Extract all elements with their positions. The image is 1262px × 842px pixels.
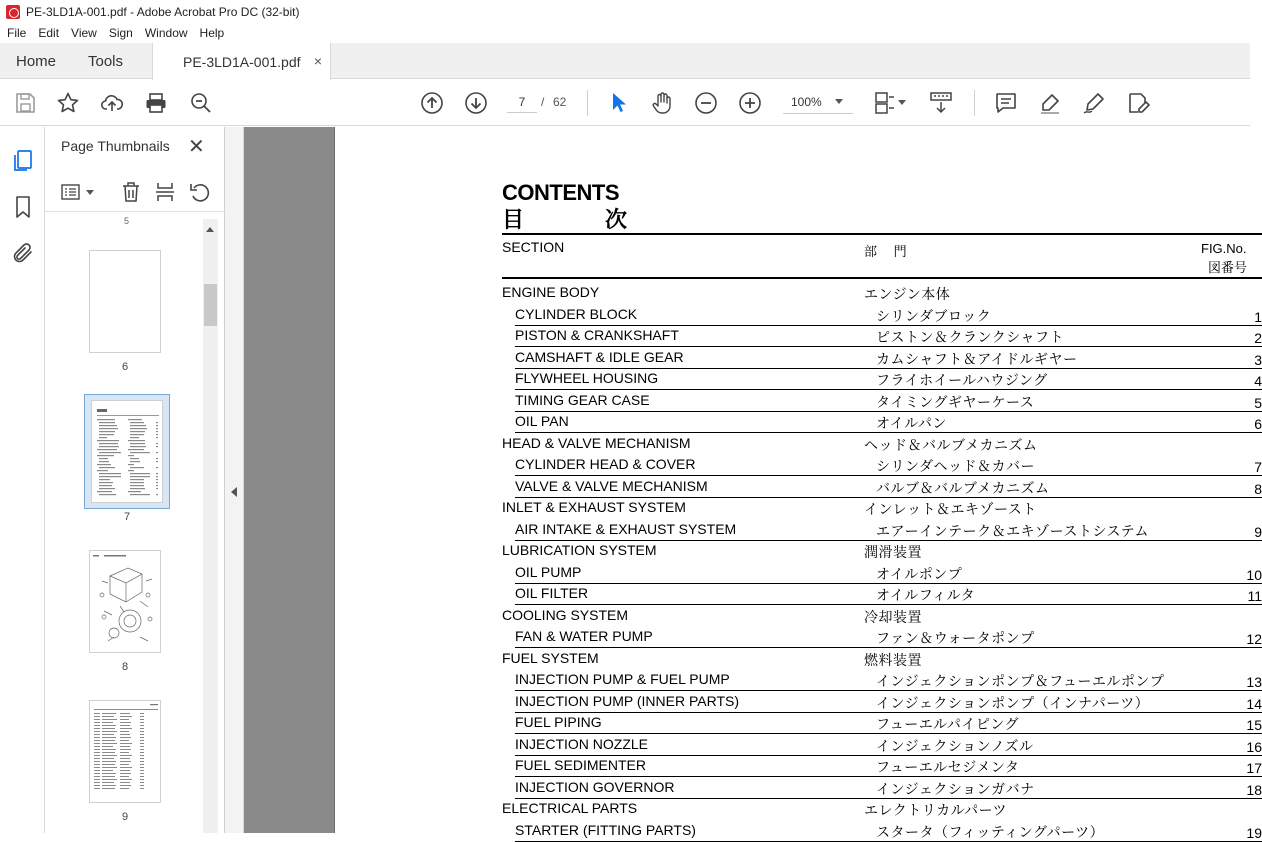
thumbnail-page-8[interactable] — [89, 550, 161, 653]
title-bar — [0, 0, 1250, 24]
toc-japanese-title: インジェクションポンプ＆フューエルポンプ — [876, 673, 1165, 689]
toc-fig-number-cell — [1232, 777, 1262, 799]
toc-fig-number: 7 — [1254, 459, 1262, 475]
tabs-bar — [0, 43, 1250, 79]
toc-japanese-title: インレット＆エキゾースト — [864, 501, 1037, 517]
toc-japanese-title: エレクトリカルパーツ — [864, 802, 1008, 818]
toc-fig-number-cell — [1232, 476, 1262, 498]
toc-japanese-title: インジェクションガバナ — [876, 780, 1035, 797]
page-total: 62 — [553, 95, 567, 109]
menu-bar — [0, 24, 1250, 42]
previous-page-icon[interactable] — [420, 91, 444, 115]
toc-english-title: CAMSHAFT & IDLE GEAR — [515, 348, 684, 365]
header-bottom-rule — [502, 277, 1262, 279]
toc-fig-number-cell — [1232, 368, 1262, 390]
toc-english-title: TIMING GEAR CASE — [515, 391, 650, 408]
toc-section-row[interactable] — [335, 540, 1251, 562]
toc-english-title: LUBRICATION SYSTEM — [502, 542, 657, 558]
toc-fig-number: 6 — [1254, 416, 1262, 432]
toc-english-title: INLET & EXHAUST SYSTEM — [502, 499, 686, 515]
toc-fig-number: 13 — [1246, 674, 1262, 690]
toc-english-title: INJECTION PUMP & FUEL PUMP — [515, 671, 730, 687]
thumbnail-label: 6 — [121, 361, 129, 373]
toc-item-row[interactable] — [335, 347, 1262, 369]
toc-japanese-title: 冷却装置 — [864, 608, 922, 625]
thumbnail-page-7[interactable] — [91, 400, 163, 503]
toc-japanese-title: フューエルセジメンタ — [876, 759, 1020, 775]
column-header-bumon: 部 門 — [864, 244, 907, 259]
toc-item-row[interactable] — [335, 712, 1262, 734]
scrollbar-thumb[interactable] — [204, 284, 217, 326]
tab-close-icon[interactable]: × — [313, 53, 322, 69]
toc-english-title: VALVE & VALVE MECHANISM — [515, 477, 708, 494]
thumbnail-label: 8 — [121, 661, 129, 673]
toc-item-row[interactable] — [335, 368, 1262, 390]
tab-document[interactable] — [152, 43, 331, 80]
toc-fig-number: 15 — [1246, 717, 1262, 733]
thumbnail-page-label-partial: 5 — [124, 216, 130, 226]
toc-item-row[interactable] — [335, 325, 1262, 347]
hand-tool-icon[interactable] — [650, 91, 674, 115]
toc-japanese-title: タイミングギヤーケース — [876, 393, 1035, 410]
toc-section-row[interactable] — [335, 648, 1251, 670]
zoom-value: 100% — [791, 95, 822, 109]
toolbar-divider — [587, 90, 588, 116]
print-icon[interactable] — [144, 91, 168, 115]
column-header-section: SECTION — [502, 239, 565, 255]
zoom-underline — [783, 113, 853, 114]
zoom-dropdown[interactable] — [783, 91, 853, 113]
toc-fig-number-cell — [1232, 390, 1262, 412]
toc-section-row[interactable] — [335, 282, 1251, 304]
toc-section-row[interactable] — [335, 798, 1251, 820]
toc-fig-number-cell — [1232, 519, 1262, 541]
tab-tools[interactable]: Tools — [88, 52, 124, 70]
toc-fig-number: 9 — [1254, 523, 1262, 540]
toc-japanese-title: フューエルパイピング — [876, 716, 1020, 732]
toc-japanese-title: オイルパン — [876, 415, 947, 431]
toc-english-title: ELECTRICAL PARTS — [502, 800, 638, 816]
menu-file[interactable]: File — [7, 26, 27, 40]
toc-fig-number: 17 — [1246, 760, 1262, 776]
toc-section-row[interactable] — [335, 605, 1251, 627]
toc-japanese-title: ファン＆ウォータポンプ — [876, 630, 1035, 646]
toc-fig-number: 10 — [1246, 566, 1262, 583]
thumbnail-page-9[interactable] — [89, 700, 161, 803]
toc-fig-number: 4 — [1254, 373, 1262, 389]
header-top-rule — [502, 233, 1262, 235]
save-icon[interactable] — [13, 91, 37, 115]
star-icon[interactable] — [56, 91, 80, 115]
thumbnails-toolbar — [45, 172, 225, 212]
close-icon[interactable]: ✕ — [188, 136, 205, 158]
chevron-down-icon[interactable] — [898, 100, 906, 106]
trash-icon[interactable] — [121, 181, 141, 203]
next-page-icon[interactable] — [464, 91, 488, 115]
chevron-down-icon[interactable] — [86, 190, 94, 196]
toc-item-row[interactable] — [335, 583, 1262, 605]
toc-english-title: AIR INTAKE & EXHAUST SYSTEM — [515, 520, 737, 537]
toc-japanese-title: ピストン＆クランクシャフト — [876, 329, 1064, 345]
toc-fig-number-cell — [1232, 669, 1262, 691]
toc-row-underline — [515, 841, 1262, 842]
toc-english-title: CYLINDER BLOCK — [515, 305, 638, 322]
bookmark-icon[interactable] — [11, 195, 35, 219]
column-header-figno: FIG.No. — [1201, 241, 1247, 256]
scroll-mode-icon[interactable] — [929, 91, 953, 115]
document-viewer[interactable] — [244, 127, 1262, 841]
menu-view[interactable]: View — [71, 26, 97, 40]
toc-item-row[interactable] — [335, 390, 1262, 412]
toolbar-divider — [974, 90, 975, 116]
toc-item-row[interactable] — [335, 691, 1262, 713]
toc-item-row[interactable] — [335, 454, 1262, 476]
toolbar — [0, 80, 1250, 126]
toc-fig-number-cell — [1232, 691, 1262, 713]
collapse-arrow-icon[interactable] — [231, 487, 237, 497]
toc-fig-number-cell — [1232, 626, 1262, 648]
toc-english-title: COOLING SYSTEM — [502, 606, 629, 623]
toc-english-title: OIL FILTER — [515, 585, 589, 601]
toc-english-title: INJECTION NOZZLE — [515, 735, 649, 752]
toc-fig-number: 3 — [1254, 351, 1262, 368]
toc-japanese-title: カムシャフト＆アイドルギヤー — [876, 350, 1078, 367]
toc-fig-number-cell — [1232, 325, 1262, 347]
toc-english-title: INJECTION PUMP (INNER PARTS) — [515, 692, 740, 709]
highlight-pen-icon[interactable] — [1038, 91, 1062, 115]
options-menu-icon[interactable] — [61, 182, 81, 202]
toc-fig-number: 18 — [1246, 781, 1262, 798]
toc-fig-number: 12 — [1246, 631, 1262, 647]
thumbnails-panel — [45, 127, 225, 833]
toc-japanese-title: インジェクションポンプ（インナパーツ） — [876, 694, 1150, 711]
left-rail — [0, 127, 45, 833]
column-header-figno-jp: 図番号 — [1208, 260, 1248, 275]
comment-icon[interactable] — [994, 91, 1018, 115]
toc-item-row[interactable] — [335, 669, 1262, 691]
fill-sign-icon[interactable] — [1126, 91, 1150, 115]
toc-english-title: FUEL SEDIMENTER — [515, 757, 646, 773]
tab-document-label: PE-3LD1A-001.pdf — [183, 53, 301, 70]
chevron-down-icon — [835, 99, 843, 104]
toc-item-row[interactable] — [335, 411, 1262, 433]
page-title-jp-1: 目 — [502, 207, 525, 232]
toc-fig-number-cell — [1232, 347, 1262, 369]
toc-item-row[interactable] — [335, 304, 1262, 326]
toc-english-title: HEAD & VALVE MECHANISM — [502, 434, 691, 451]
toc-item-row[interactable] — [335, 626, 1262, 648]
thumbnail-label: 7 — [123, 511, 131, 523]
toc-fig-number: 2 — [1254, 330, 1262, 346]
attachment-paperclip-icon[interactable] — [11, 241, 35, 265]
toc-item-row[interactable] — [335, 562, 1262, 584]
menu-sign[interactable]: Sign — [108, 26, 133, 40]
toc-fig-number-cell — [1232, 562, 1262, 584]
toc-item-row[interactable] — [335, 476, 1262, 498]
toc-japanese-title: スタータ（フィッティングパーツ） — [876, 823, 1105, 840]
toc-item-row[interactable] — [335, 734, 1262, 756]
toc-fig-number-cell — [1232, 820, 1262, 842]
page-title: CONTENTS — [502, 180, 619, 205]
toc-english-title: FUEL SYSTEM — [502, 649, 599, 666]
insert-pages-icon[interactable] — [155, 181, 175, 203]
toc-fig-number-cell — [1232, 454, 1262, 476]
sign-pen-icon[interactable] — [1082, 91, 1106, 115]
toc-fig-number-cell — [1232, 712, 1262, 734]
toc-japanese-title: 潤滑装置 — [864, 544, 922, 560]
toc-fig-number: 16 — [1246, 738, 1262, 755]
cloud-upload-icon[interactable] — [100, 91, 124, 115]
toc-japanese-title: オイルポンプ — [876, 565, 963, 582]
toc-fig-number-cell — [1232, 734, 1262, 756]
toc-japanese-title: シリンダヘッド＆カバー — [876, 458, 1035, 474]
thumbnails-scrollbar[interactable] — [203, 219, 218, 833]
toc-fig-number: 1 — [1254, 308, 1262, 325]
tab-home[interactable]: Home — [16, 52, 57, 70]
toc-japanese-title: エアーインテーク＆エキゾーストシステム — [876, 522, 1149, 539]
toc-japanese-title: 燃料装置 — [864, 651, 922, 668]
toc-fig-number: 14 — [1246, 695, 1262, 712]
thumbnail-drawing-preview — [90, 551, 162, 654]
thumbnail-parts-list-preview — [90, 701, 162, 804]
toc-japanese-title: インジェクションノズル — [876, 737, 1034, 754]
toc-japanese-title: バルブ＆バルブメカニズム — [876, 479, 1050, 496]
zoom-search-icon[interactable] — [189, 91, 213, 115]
panel-collapse-strip[interactable] — [225, 127, 244, 833]
toc-fig-number: 19 — [1246, 824, 1262, 841]
thumbnails-panel-title: Page Thumbnails — [61, 138, 170, 154]
toc-section-row[interactable] — [335, 433, 1251, 455]
toc-japanese-title: オイルフィルタ — [876, 587, 976, 603]
zoom-in-icon[interactable] — [738, 91, 762, 115]
toc-item-row[interactable] — [335, 777, 1262, 799]
rotate-icon[interactable] — [189, 181, 211, 203]
toc-fig-number-cell — [1232, 411, 1262, 433]
thumbnail-page-6[interactable] — [89, 250, 161, 353]
page-separator: / — [541, 95, 545, 109]
window-title: PE-3LD1A-001.pdf - Adobe Acrobat Pro DC (32-bit) — [26, 5, 300, 19]
acrobat-icon — [6, 5, 20, 19]
toc-english-title: OIL PUMP — [515, 563, 582, 580]
toc-english-title: INJECTION GOVERNOR — [515, 778, 675, 795]
page-display-icon[interactable] — [873, 91, 897, 115]
menu-help[interactable]: Help — [199, 26, 225, 40]
toc-fig-number-cell — [1232, 755, 1262, 777]
scroll-up-arrow-icon[interactable] — [206, 227, 214, 232]
toc-english-title: OIL PAN — [515, 413, 569, 429]
thumbnail-label: 9 — [121, 811, 129, 823]
select-cursor-icon[interactable] — [606, 91, 630, 115]
zoom-out-icon[interactable] — [694, 91, 718, 115]
toc-japanese-title: ヘッド＆バルブメカニズム — [864, 436, 1038, 453]
toc-fig-number-cell — [1232, 304, 1262, 326]
menu-edit[interactable]: Edit — [38, 26, 60, 40]
toc-japanese-title: フライホイールハウジング — [876, 372, 1048, 388]
toc-item-row[interactable] — [335, 519, 1262, 541]
page-thumbnails-icon[interactable] — [11, 149, 35, 173]
toc-english-title: PISTON & CRANKSHAFT — [515, 327, 679, 343]
toc-fig-number-cell — [1232, 583, 1262, 605]
toc-item-row[interactable] — [335, 820, 1262, 842]
toc-section-row[interactable] — [335, 497, 1251, 519]
toc-english-title: FAN & WATER PUMP — [515, 628, 653, 644]
toc-english-title: CYLINDER HEAD & COVER — [515, 456, 696, 472]
page-title-jp-2: 次 — [605, 207, 628, 232]
toc-english-title: FLYWHEEL HOUSING — [515, 370, 659, 386]
pdf-page — [334, 127, 1262, 841]
toc-fig-number: 5 — [1254, 394, 1262, 411]
toc-english-title: ENGINE BODY — [502, 284, 600, 300]
toc-english-title: FUEL PIPING — [515, 714, 602, 730]
page-number-input[interactable] — [507, 91, 537, 113]
toc-english-title: STARTER (FITTING PARTS) — [515, 821, 696, 838]
toc-fig-number: 11 — [1247, 588, 1262, 604]
toc-item-row[interactable] — [335, 755, 1262, 777]
toc-fig-number: 8 — [1254, 480, 1262, 497]
thumbnail-contents-preview — [92, 401, 164, 504]
toc-japanese-title: シリンダブロック — [876, 307, 992, 324]
menu-window[interactable]: Window — [144, 26, 188, 40]
toc-japanese-title: エンジン本体 — [864, 286, 951, 302]
